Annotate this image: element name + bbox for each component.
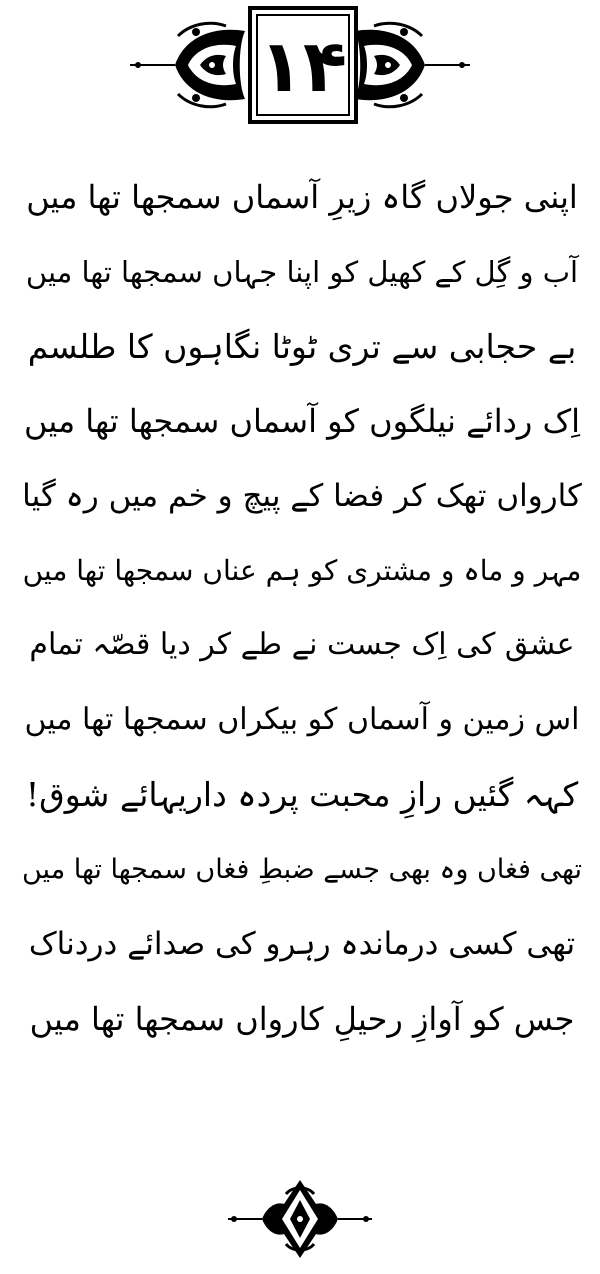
verse-line: تھی فغاں وہ بھی جسے ضبطِ فغاں سمجھا تھا میں bbox=[22, 854, 582, 886]
verse-line: عشق کی اِک جست نے طے کر دیا قصّہ تمام bbox=[29, 627, 575, 663]
verse-line: اس زمین و آسماں کو بیکراں سمجھا تھا میں bbox=[24, 702, 580, 738]
verse-line: مہر و ماہ و مشتری کو ہم عناں سمجھا تھا میں bbox=[22, 553, 582, 587]
header-ornament bbox=[0, 6, 600, 124]
footer-ornament bbox=[0, 1176, 600, 1262]
verse-line: جس کو آوازِ رحیلِ کارواں سمجھا تھا میں bbox=[29, 999, 575, 1038]
verse-line: بے حجابی سے تری ٹوٹا نگاہوں کا طلسم bbox=[27, 327, 577, 367]
poem-number: ۱۴ bbox=[259, 24, 347, 108]
verse-line: تھی کسی درماندہ رہرو کی صدائے دردناک bbox=[28, 925, 576, 962]
verse-line: آب و گِل کے کھیل کو اپنا جہاں سمجھا تھا میں bbox=[25, 254, 579, 289]
verse-line: اِک ردائے نیلگوں کو آسماں سمجھا تھا میں bbox=[23, 402, 581, 441]
verse-line: اپنی جولاں گاہ زیرِ آسماں سمجھا تھا میں bbox=[26, 178, 578, 217]
poem-body bbox=[22, 160, 582, 1056]
verse-line: کارواں تھک کر فضا کے پیچ و خم میں رہ گیا bbox=[22, 477, 582, 514]
verse-line: کہہ گئیں رازِ محبت پردہ داریہائے شوق! bbox=[25, 775, 579, 815]
footer-ornament-art bbox=[0, 1176, 600, 1262]
